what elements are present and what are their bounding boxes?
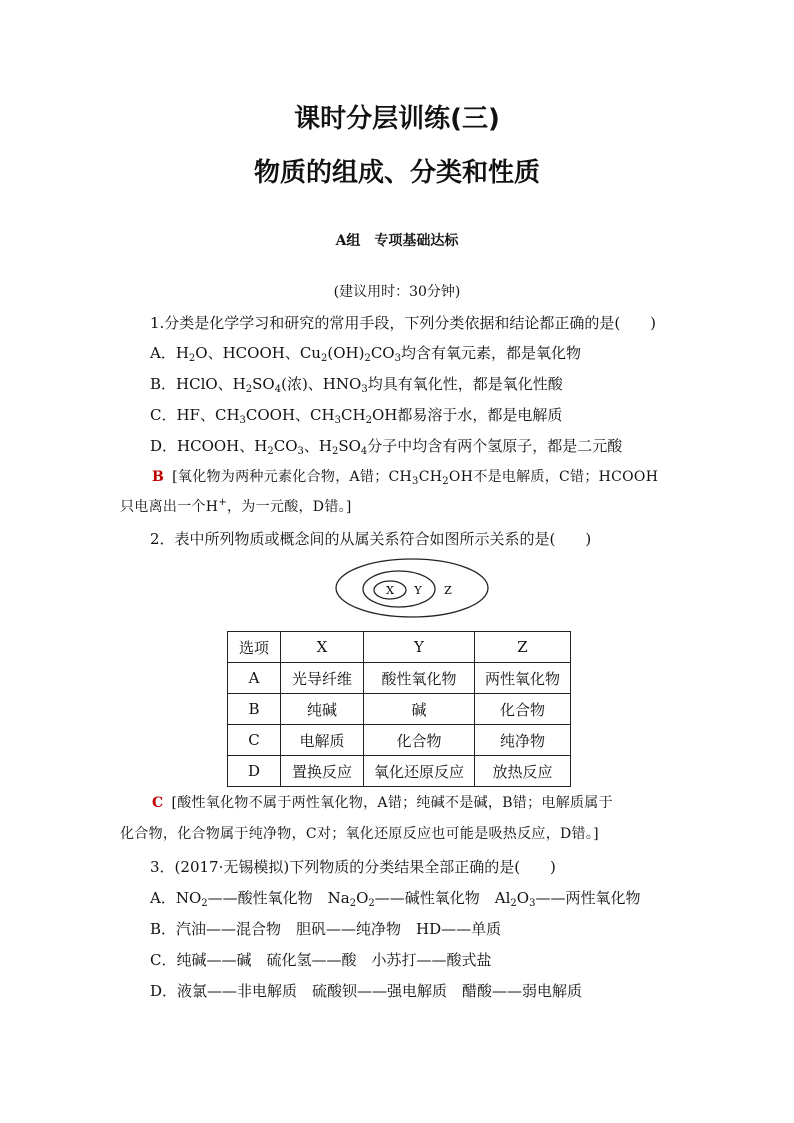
table-cell: 纯碱 [281,694,364,725]
q3-stem: 3．(2017·无锡模拟)下列物质的分类结果全部正确的是( ) [150,858,556,876]
page-subtitle: 物质的组成、分类和性质 [253,158,540,188]
q2-stem: 2．表中所列物质或概念间的从属关系符合如图所示关系的是( ) [150,530,592,548]
table-cell: 纯净物 [475,725,571,756]
table-cell: D [228,756,281,787]
q2-options-table [227,631,571,787]
q1-answer: B [氧化物为两种元素化合物，A错；$CH_3CH_2OH$不是电解质，C错；HCOOH [152,469,659,487]
q2-answer: C [酸性氧化物不属于两性氧化物，A错；纯碱不是碱，B错；电解质属于 [152,795,613,811]
q2-answer-line2: 化合物，化合物属于纯净物，C对；氧化还原反应也可能是吸热反应，D错。] [120,826,599,842]
table-cell: 电解质 [281,725,364,756]
ellipse-z [336,559,488,617]
table-header-row [228,632,571,663]
q3-option-a: A．$NO_2——$酸性氧化物 $Na_2O_2——$碱性氧化物 $Al_2O_3——$两性氧化物 [150,889,641,909]
table-cell: 碱 [364,694,475,725]
label-x: X [386,584,394,597]
label-y: Y [414,584,422,597]
table-cell: 放热反应 [475,756,571,787]
table-cell: 置换反应 [281,756,364,787]
time-note: (建议用时：30分钟) [333,284,461,300]
q1-answer-line2: 只电离出一个H+，为一元酸，D错。] [120,497,352,515]
table-header-cell: 选项 [228,632,281,663]
q1-stem: 1.分类是化学学习和研究的常用手段，下列分类依据和结论都正确的是( ) [150,314,657,332]
table-cell: C [228,725,281,756]
table-cell: 化合物 [475,694,571,725]
table-row [228,663,571,694]
section-heading: A组 专项基础达标 [335,233,459,249]
q1-option-b: B．HClO、$H_2SO_4$(浓)、$HNO_3$均具有氧化性，都是氧化性酸 [150,375,563,395]
q3-option-c: C．纯碱——碱 硫化氢——酸 小苏打——酸式盐 [150,951,492,969]
table-cell: 氧化还原反应 [364,756,475,787]
table-row [228,756,571,787]
table-cell: 酸性氧化物 [364,663,475,694]
q3-option-b: B．汽油——混合物 胆矾——纯净物 HD——单质 [150,920,502,938]
table-cell: 光导纤维 [281,663,364,694]
table-header-cell: Y [364,632,475,663]
page-title: 课时分层训练(三) [294,104,500,134]
table-cell: A [228,663,281,694]
q1-answer-key: B [152,469,165,485]
table-cell: B [228,694,281,725]
q1-option-d: D．HCOOH、$H_2CO_3$、$H_2SO_4$分子中均含有两个氢原子，都是二元酸 [150,437,623,457]
q1-option-c: C．HF、$CH_3COOH$、$CH_3CH_2OH$都易溶于水，都是电解质 [150,406,563,426]
label-z: Z [444,584,452,597]
table-row [228,725,571,756]
table-cell: 化合物 [364,725,475,756]
q3-option-d: D．液氯——非电解质 硫酸钡——强电解质 醋酸——弱电解质 [150,982,583,1000]
table-header-cell: X [281,632,364,663]
table-header-cell: Z [475,632,571,663]
table-row [228,694,571,725]
table-cell: 两性氧化物 [475,663,571,694]
q1-option-a: A．$H_2O$、HCOOH、$Cu_2(OH)_2CO_3$均含有氧元素，都是氧化物 [150,344,581,364]
q2-answer-key: C [152,795,164,811]
